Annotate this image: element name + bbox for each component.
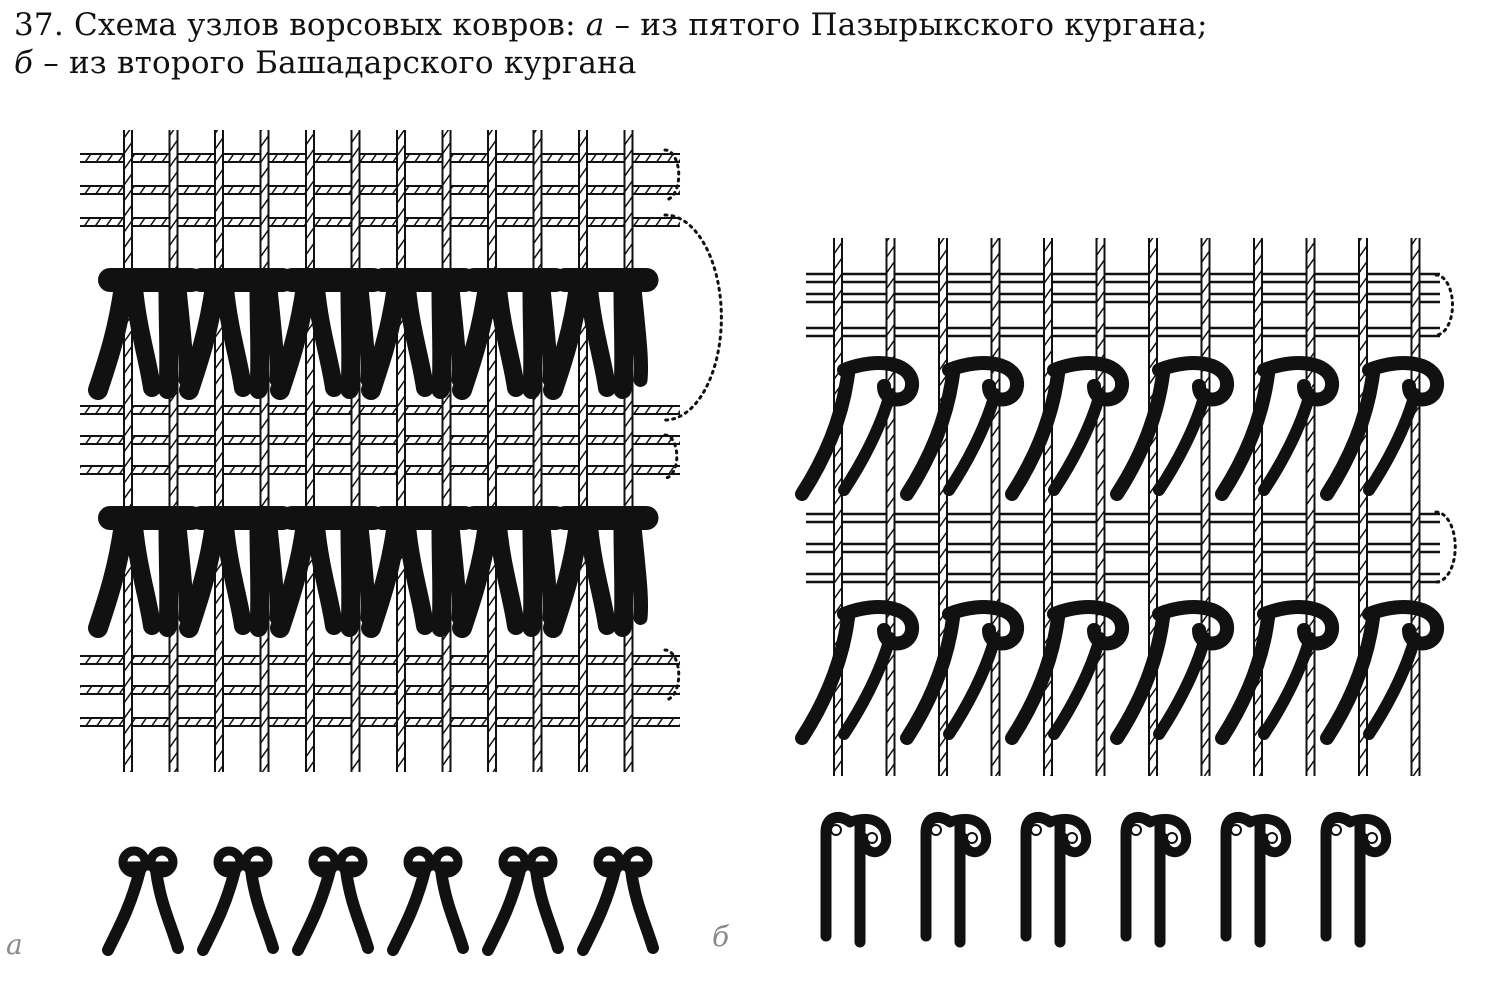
panel-b-bashadar-weave [802, 238, 1455, 942]
warp-thread [833, 238, 843, 776]
caption-letter-b: б [14, 45, 34, 81]
caption-text-a: – из пятого Пазырыкского кургана; [614, 7, 1208, 43]
warp-thread [1358, 238, 1368, 776]
asymmetric-knot-symbol [1226, 817, 1286, 942]
weft-thread-double [806, 514, 1440, 522]
warp-thread [991, 238, 1001, 776]
caption-text-b: – из второго Башадарского кургана [43, 45, 637, 81]
warp-thread [305, 130, 315, 772]
warp-thread [442, 130, 452, 772]
warp-thread [1201, 238, 1211, 776]
warp-thread [578, 130, 588, 772]
asymmetric-knot [1117, 607, 1227, 738]
symmetric-knot-symbol [298, 851, 368, 950]
caption-letter-a: а [585, 7, 605, 43]
symmetric-knot-symbol [203, 851, 273, 950]
asymmetric-knot-symbol [926, 817, 986, 942]
warp-thread [351, 130, 361, 772]
asymmetric-knot [1327, 363, 1437, 494]
asymmetric-knot [1012, 363, 1122, 494]
warp-thread [260, 130, 270, 772]
warp-thread [938, 238, 948, 776]
asymmetric-knot [907, 363, 1017, 494]
asymmetric-knot [1222, 607, 1332, 738]
warp-thread [214, 130, 224, 772]
asymmetric-knot [1117, 363, 1227, 494]
symmetric-knot-symbol [108, 851, 178, 950]
asymmetric-knot [1222, 363, 1332, 494]
weft-thread-double [806, 274, 1440, 282]
symmetric-knot-symbol [583, 851, 653, 950]
warp-thread [624, 130, 634, 772]
warp-thread [169, 130, 179, 772]
weft-thread-double [806, 328, 1440, 336]
panel-a-label: а [6, 928, 23, 961]
weft-turn-dotted [665, 215, 721, 420]
asymmetric-knot [907, 607, 1017, 738]
weft-turn-dotted [1436, 275, 1453, 335]
caption-title: Схема узлов ворсовых ковров: [73, 7, 576, 43]
symmetric-knot-symbol [393, 851, 463, 950]
symmetric-knot-symbol [488, 851, 558, 950]
asymmetric-knot [1012, 607, 1122, 738]
warp-thread [1411, 238, 1421, 776]
warp-thread [1043, 238, 1053, 776]
warp-thread [1253, 238, 1263, 776]
asymmetric-knot-symbol [1126, 817, 1186, 942]
asymmetric-knot [802, 607, 912, 738]
warp-thread [533, 130, 543, 772]
weft-thread-double [806, 544, 1440, 552]
weft-thread-double [806, 294, 1440, 302]
panel-b-label: б [712, 920, 730, 953]
figure-number: 37. [14, 7, 64, 43]
warp-thread [123, 130, 133, 772]
weft-thread-double [806, 574, 1440, 582]
warp-thread [886, 238, 896, 776]
warp-thread [396, 130, 406, 772]
warp-thread [1306, 238, 1316, 776]
asymmetric-knot-symbol [1326, 817, 1386, 942]
warp-thread [1096, 238, 1106, 776]
asymmetric-knot-symbol [826, 817, 886, 942]
warp-thread [1148, 238, 1158, 776]
asymmetric-knot-symbol [1026, 817, 1086, 942]
warp-thread [487, 130, 497, 772]
panel-a-pazyryk-weave [80, 130, 721, 950]
asymmetric-knot [802, 363, 912, 494]
asymmetric-knot [1327, 607, 1437, 738]
